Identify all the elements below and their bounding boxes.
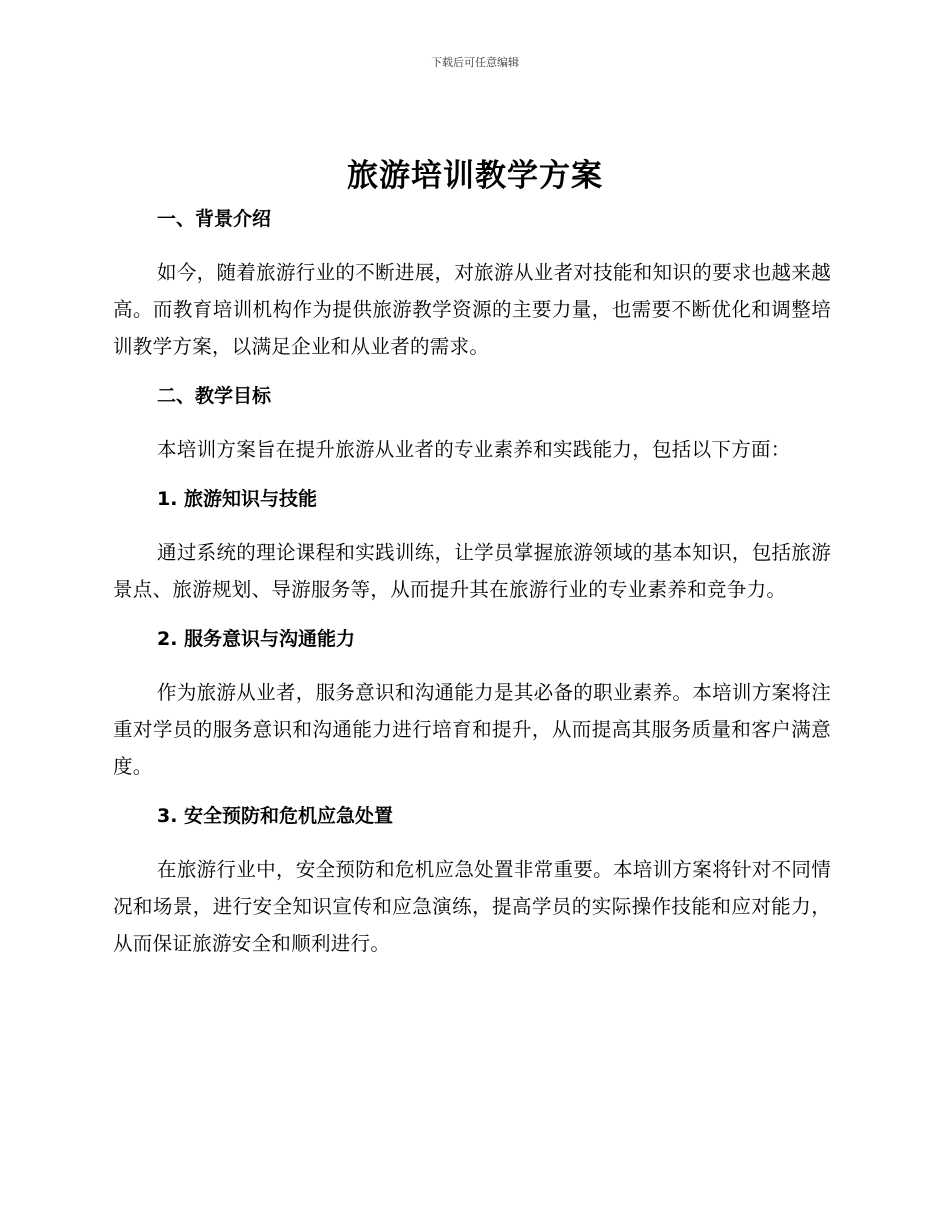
- paragraph-goals: 本培训方案旨在提升旅游从业者的专业素养和实践能力，包括以下方面：: [157, 438, 791, 461]
- paragraph-background: 如今，随着旅游行业的不断进展，对旅游从业者对技能和知识的要求也越来越高。而教育培训机构作为提供旅游教学资源的主要力量，也需要不断优化和调整培训教学方案，以满足企业和从业者的需求。: [113, 261, 831, 358]
- document-title: 旅游培训教学方案: [347, 158, 603, 194]
- document-body: [113, 204, 831, 962]
- subsection-heading-service: 2. 服务意识与沟通能力: [157, 628, 356, 650]
- paragraph-safety: 在旅游行业中，安全预防和危机应急处置非常重要。本培训方案将针对不同情况和场景，进行安全知识宣传和应急演练，提高学员的实际操作技能和应对能力，从而保证旅游安全和顺利进行。: [113, 858, 831, 955]
- section-heading-goals: 二、教学目标: [157, 385, 272, 407]
- paragraph-knowledge: 通过系统的理论课程和实践训练，让学员掌握旅游领域的基本知识，包括旅游景点、旅游规划、导游服务等，从而提升其在旅游行业的专业素养和竞争力。: [113, 541, 831, 601]
- paragraph-service: 作为旅游从业者，服务意识和沟通能力是其必备的职业素养。本培训方案将注重对学员的服务意识和沟通能力进行培育和提升，从而提高其服务质量和客户满意度。: [113, 681, 831, 778]
- header-note: 下载后可任意编辑: [431, 56, 519, 69]
- subsection-heading-safety: 3. 安全预防和危机应急处置: [157, 805, 394, 827]
- section-heading-background: 一、背景介绍: [157, 208, 272, 230]
- subsection-heading-knowledge: 1. 旅游知识与技能: [157, 488, 318, 510]
